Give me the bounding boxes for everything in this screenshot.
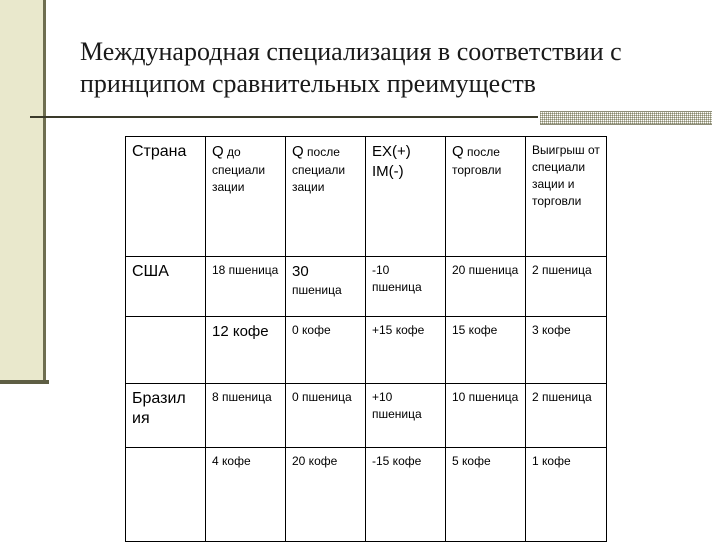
cell-gain: 2 пшеница bbox=[526, 257, 607, 317]
header-q-trade-main: Q bbox=[452, 143, 464, 160]
cell-exim: -10 пшеница bbox=[366, 257, 446, 317]
cell-q-trade: 15 кофе bbox=[446, 317, 526, 384]
table-row bbox=[126, 448, 607, 542]
header-q-trade-sub2: торговли bbox=[452, 163, 502, 177]
cell-country: США bbox=[126, 257, 206, 317]
cell-q-trade: 10 пшеница bbox=[446, 384, 526, 448]
slide-title-line-2: принципом сравнительных преимуществ bbox=[80, 69, 536, 98]
header-q-before-sub1: до bbox=[227, 145, 241, 159]
cell-q-before: 18 пшеница bbox=[206, 257, 286, 317]
cell-exim: -15 кофе bbox=[366, 448, 446, 542]
cell-q-trade: 20 пшеница bbox=[446, 257, 526, 317]
header-q-after-sub2: специали зации bbox=[292, 163, 346, 194]
slide-title bbox=[80, 36, 700, 100]
cell-q-after bbox=[286, 257, 366, 317]
title-rule bbox=[30, 116, 538, 118]
cell-q-before: 8 пшеница bbox=[206, 384, 286, 448]
header-q-before bbox=[206, 137, 286, 257]
header-q-trade bbox=[446, 137, 526, 257]
cell-gain: 2 пшеница bbox=[526, 384, 607, 448]
side-decor-base bbox=[0, 380, 49, 384]
header-q-after-sub1: после bbox=[307, 145, 340, 159]
table-row bbox=[126, 257, 607, 317]
header-q-trade-sub1: после bbox=[467, 145, 500, 159]
cell-gain: 3 кофе bbox=[526, 317, 607, 384]
cell-q-after: 20 кофе bbox=[286, 448, 366, 542]
header-exim-line2: IM(-) bbox=[372, 163, 404, 180]
cell-exim: +15 кофе bbox=[366, 317, 446, 384]
header-q-after-main: Q bbox=[292, 143, 304, 160]
cell-q-before: 12 кофе bbox=[206, 317, 286, 384]
header-exim bbox=[366, 137, 446, 257]
cell-q-trade: 5 кофе bbox=[446, 448, 526, 542]
title-rule-pattern bbox=[540, 111, 712, 125]
header-q-after bbox=[286, 137, 366, 257]
cell-q-after: 0 пшеница bbox=[286, 384, 366, 448]
cell-country bbox=[126, 317, 206, 384]
table-header-row bbox=[126, 137, 607, 257]
header-country: Страна bbox=[126, 137, 206, 257]
side-decor-bar bbox=[0, 0, 46, 383]
cell-exim: +10 пшеница bbox=[366, 384, 446, 448]
header-q-before-main: Q bbox=[212, 143, 224, 160]
slide-title-line-1: Международная специализация в соответствии с bbox=[80, 37, 622, 66]
cell-q-before: 4 кофе bbox=[206, 448, 286, 542]
cell-q-after-main: 30 bbox=[292, 263, 309, 280]
specialization-table bbox=[125, 136, 607, 542]
table-row bbox=[126, 384, 607, 448]
table-row bbox=[126, 317, 607, 384]
header-exim-line1: EX(+) bbox=[372, 143, 411, 160]
cell-country: Бразил ия bbox=[126, 384, 206, 448]
cell-q-after: 0 кофе bbox=[286, 317, 366, 384]
cell-q-after-sub: пшеница bbox=[292, 283, 342, 297]
cell-gain: 1 кофе bbox=[526, 448, 607, 542]
header-q-before-sub2: специали зации bbox=[212, 163, 266, 194]
cell-country bbox=[126, 448, 206, 542]
header-gain: Выигрыш от специали зации и торговли bbox=[526, 137, 607, 257]
